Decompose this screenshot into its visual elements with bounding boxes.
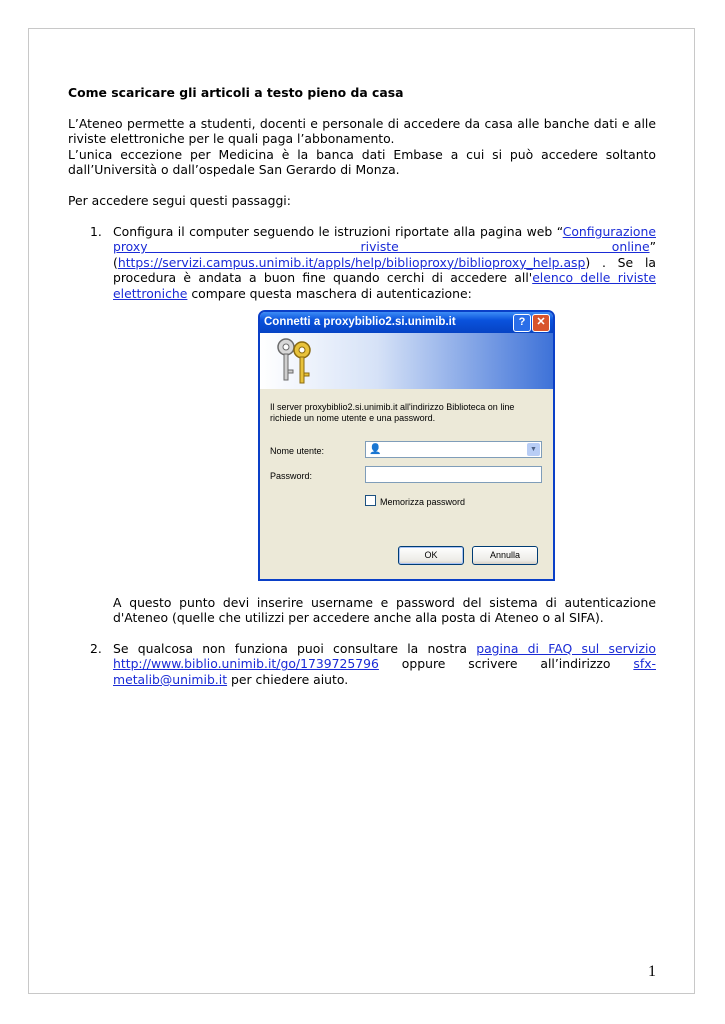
help-icon[interactable]: ? [513,314,531,332]
step-1 [68,224,656,641]
step-2-number: 2. [90,640,102,656]
step-1-number: 1. [90,223,102,239]
dialog-titlebar [260,312,553,333]
cancel-button[interactable]: Annulla [472,546,538,565]
step-1-after-dialog: A questo punto devi inserire username e password del sistema di autenticazione d'Ateneo (quelle che utilizzi per accedere anche alla posta di Ateneo o al SIFA). [113,594,656,626]
faq-link[interactable]: pagina di FAQ sul servizio [476,640,656,656]
support-email-link[interactable]: sfx-metalib@unimib.it [113,656,656,687]
step-1-text-a: Configura il computer seguendo le istruzioni riportate alla pagina web “ [113,223,563,239]
proxy-help-url-link[interactable]: https://servizi.campus.unimib.it/appls/help/biblioproxy/biblioproxy_help.asp [117,254,586,270]
dialog-banner [260,333,553,389]
step-1-text-b: ” ( [113,239,656,270]
username-label: Nome utente: [270,445,325,456]
step-2 [68,641,656,688]
dialog-title: Connetti a proxybiblio2.si.unimib.it [264,315,456,328]
journals-list-link[interactable]: elenco delle riviste elettroniche [113,270,656,301]
document-body [68,85,656,688]
page-number: 1 [648,963,656,980]
dialog-message: Il server proxybiblio2.si.unimib.it all'indirizzo Biblioteca on line richiede un nome utente e una password. [270,401,515,424]
ok-button[interactable]: OK [398,546,464,565]
username-combobox[interactable] [365,441,542,458]
step-2-text-c: per chiedere aiuto. [227,671,349,687]
password-input[interactable] [365,466,542,483]
document-title: Come scaricare gli articoli a testo pieno da casa [68,85,404,100]
step-2-text-b: oppure scrivere all’indirizzo [378,656,634,672]
config-proxy-link[interactable]: Configurazione proxy riviste online [113,223,656,255]
step-2-text-a: Se qualcosa non funziona puoi consultare la nostra [113,640,477,656]
faq-url-link[interactable]: http://www.biblio.unimib.it/go/1739725796 [113,656,379,672]
intro-paragraph-1: L’Ateneo permette a studenti, docenti e personale di accedere da casa alle banche dati e alle riviste elettroniche per le quali paga l’abbonamento. [68,115,656,147]
steps-list [68,224,656,688]
user-icon: 👤 [369,443,382,455]
steps-intro: Per accedere segui questi passaggi: [68,192,291,208]
remember-password-checkbox[interactable] [365,495,376,506]
password-label: Password: [270,470,313,481]
keys-icon [274,337,318,385]
remember-password-label: Memorizza password [380,496,466,507]
step-1-text-d: compare questa maschera di autenticazione: [187,285,472,301]
chevron-down-icon[interactable]: ▼ [527,443,540,456]
auth-dialog-screenshot [258,310,555,581]
step-1-text-c: ) . Se la procedura è andata a buon fine quando cerchi di accedere all' [113,254,656,286]
intro-paragraph-2: L’unica eccezione per Medicina è la banca dati Embase a cui si può accedere soltanto dall’Università o dall’ospedale San Gerardo di Monza. [68,146,656,178]
close-icon[interactable]: ✕ [532,314,550,332]
